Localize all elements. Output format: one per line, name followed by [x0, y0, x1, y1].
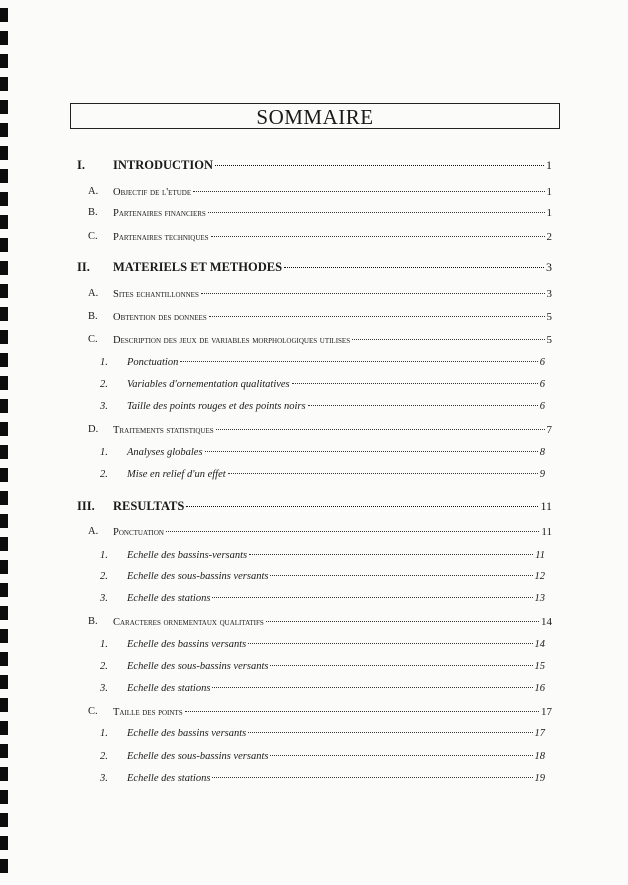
dot-leader: [270, 575, 532, 576]
toc-entry-number: 2.: [100, 571, 108, 582]
toc-entry: [100, 447, 545, 458]
toc-entry-page-number: 3: [546, 288, 552, 300]
toc-entry: [100, 661, 545, 672]
dot-leader: [266, 621, 539, 622]
toc-entry-page-number: 14: [534, 639, 545, 650]
dot-leader: [212, 777, 532, 778]
toc-entry-number: 1.: [100, 639, 108, 650]
page-title: SOMMAIRE: [256, 105, 374, 129]
toc-entry-label: Echelle des sous-bassins versants: [127, 661, 269, 672]
toc-entry-label: Echelle des bassins versants: [127, 728, 247, 739]
toc-entry: [100, 550, 545, 561]
toc-entry-number: 2.: [100, 469, 108, 480]
toc-entry: [100, 751, 545, 762]
dot-leader: [352, 339, 544, 340]
toc-entry: [100, 773, 545, 784]
dot-leader: [209, 316, 545, 317]
toc-entry-number: I.: [77, 158, 85, 172]
toc-entry-number: 1.: [100, 728, 108, 739]
toc-entry: [88, 706, 552, 718]
toc-entry: [88, 311, 552, 323]
toc-entry-label: Traitements statistiques: [113, 425, 214, 436]
toc-entry: [77, 499, 552, 514]
toc-entry-page-number: 1: [546, 158, 552, 172]
dot-leader: [249, 554, 533, 555]
toc-entry: [100, 401, 545, 412]
dot-leader: [211, 236, 545, 237]
toc-entry-number: 3.: [100, 401, 108, 412]
toc-entry: [100, 379, 545, 390]
toc-entry-page-number: 8: [539, 447, 545, 458]
toc-entry-label: Analyses globales: [127, 447, 203, 458]
toc-entry-page-number: 17: [534, 728, 545, 739]
dot-leader: [248, 732, 532, 733]
dot-leader: [201, 293, 545, 294]
toc-entry-label: Taille des points: [113, 707, 183, 718]
toc-entry-page-number: 1: [546, 186, 552, 198]
toc-entry-label: Caracteres ornementaux qualitatifs: [113, 617, 264, 628]
toc-entry-label: Variables d'ornementation qualitatives: [127, 379, 290, 390]
dot-leader: [186, 506, 538, 507]
toc-entry-page-number: 16: [534, 683, 545, 694]
toc-entry-number: 1.: [100, 550, 108, 561]
toc-entry: [88, 424, 552, 436]
toc-entry-number: 1.: [100, 357, 108, 368]
dot-leader: [292, 383, 538, 384]
toc-entry-label: Echelle des sous-bassins versants: [127, 571, 269, 582]
toc-entry-page-number: 11: [541, 526, 552, 538]
toc-entry: [100, 683, 545, 694]
toc-entry-label: Mise en relief d'un effet: [127, 469, 226, 480]
toc-entry-number: 3.: [100, 683, 108, 694]
toc-entry-number: C.: [88, 231, 98, 242]
toc-entry-page-number: 18: [534, 751, 545, 762]
toc-entry-page-number: 6: [539, 401, 545, 412]
toc-entry-label: Partenaires financiers: [113, 208, 206, 219]
dot-leader: [228, 473, 538, 474]
toc-entry-number: D.: [88, 424, 99, 435]
toc-entry: [100, 571, 545, 582]
toc-entry-number: 2.: [100, 661, 108, 672]
toc-entry-number: 2.: [100, 751, 108, 762]
toc-entry-page-number: 6: [539, 357, 545, 368]
dot-leader: [166, 531, 539, 532]
toc-entry-label: RESULTATS: [113, 499, 185, 513]
toc-entry-page-number: 17: [541, 706, 552, 718]
toc-entry: [88, 186, 552, 198]
toc-entry-page-number: 2: [546, 231, 552, 243]
dot-leader: [208, 212, 545, 213]
toc-entry-label: Echelle des stations: [127, 593, 211, 604]
toc-entry-number: A.: [88, 186, 99, 197]
toc-entry-number: C.: [88, 706, 98, 717]
toc-entry-number: B.: [88, 311, 98, 322]
toc-entry: [88, 207, 552, 219]
toc-entry-label: Taille des points rouges et des points noirs: [127, 401, 306, 412]
toc-entry-number: 3.: [100, 593, 108, 604]
toc-entry-label: Objectif de l'etude: [113, 187, 192, 198]
toc-entry-number: B.: [88, 616, 98, 627]
toc-entry-number: C.: [88, 334, 98, 345]
dot-leader: [185, 711, 539, 712]
toc-entry-page-number: 3: [546, 260, 552, 274]
toc-entry-number: A.: [88, 526, 99, 537]
toc-entry-page-number: 7: [546, 424, 552, 436]
toc-entry: [100, 469, 545, 480]
toc-entry-page-number: 6: [539, 379, 545, 390]
toc-entry-number: B.: [88, 207, 98, 218]
toc-entry-label: Echelle des sous-bassins versants: [127, 751, 269, 762]
toc-entry: [88, 526, 552, 538]
toc-entry-number: 2.: [100, 379, 108, 390]
toc-entry-number: 3.: [100, 773, 108, 784]
toc-entry-page-number: 14: [541, 616, 552, 628]
toc-entry-number: II.: [77, 260, 90, 274]
toc-entry-page-number: 19: [534, 773, 545, 784]
toc-entry-label: INTRODUCTION: [113, 158, 214, 172]
toc-entry: [88, 616, 552, 628]
dot-leader: [308, 405, 538, 406]
toc-entry: [100, 639, 545, 650]
toc-entry: [88, 334, 552, 346]
toc-entry-number: 1.: [100, 447, 108, 458]
dot-leader: [270, 755, 532, 756]
toc-entry-page-number: 9: [539, 469, 545, 480]
toc-entry-number: III.: [77, 499, 95, 513]
dot-leader: [212, 597, 532, 598]
toc-entry-page-number: 11: [540, 499, 552, 513]
dot-leader: [215, 165, 544, 166]
toc-entry-label: Echelle des bassins versants: [127, 639, 247, 650]
toc-entry-label: Partenaires techniques: [113, 232, 209, 243]
toc-entry: [100, 728, 545, 739]
dot-leader: [205, 451, 538, 452]
toc-entry-label: MATERIELS ET METHODES: [113, 260, 283, 274]
toc-entry-label: Ponctuation: [127, 357, 179, 368]
dot-leader: [180, 361, 537, 362]
toc-entry-number: A.: [88, 288, 99, 299]
toc-entry-label: Echelle des stations: [127, 773, 211, 784]
toc-entry: [100, 593, 545, 604]
toc-entry-label: Sites echantillonnes: [113, 289, 199, 300]
dot-leader: [212, 687, 532, 688]
toc-entry-page-number: 15: [534, 661, 545, 672]
toc-entry-label: Obtention des donnees: [113, 312, 207, 323]
toc-entry-page-number: 13: [534, 593, 545, 604]
toc-entry-label: Echelle des stations: [127, 683, 211, 694]
toc-entry-page-number: 1: [546, 207, 552, 219]
dot-leader: [216, 429, 545, 430]
toc-entry-page-number: 11: [535, 550, 545, 561]
toc-entry-page-number: 12: [534, 571, 545, 582]
dot-leader: [270, 665, 532, 666]
toc-entry: [77, 260, 552, 275]
toc-entry-page-number: 5: [546, 334, 552, 346]
toc-entry-label: Ponctuation: [113, 527, 164, 538]
dot-leader: [248, 643, 532, 644]
toc-entry-page-number: 5: [546, 311, 552, 323]
toc-entry: [88, 288, 552, 300]
toc-entry-label: Echelle des bassins-versants: [127, 550, 248, 561]
toc-entry: [100, 357, 545, 368]
toc-entry: [77, 158, 552, 173]
dot-leader: [193, 191, 544, 192]
toc-entry: [88, 231, 552, 243]
dot-leader: [284, 267, 544, 268]
toc-entry-label: Description des jeux de variables morphologiques utilises: [113, 335, 351, 346]
